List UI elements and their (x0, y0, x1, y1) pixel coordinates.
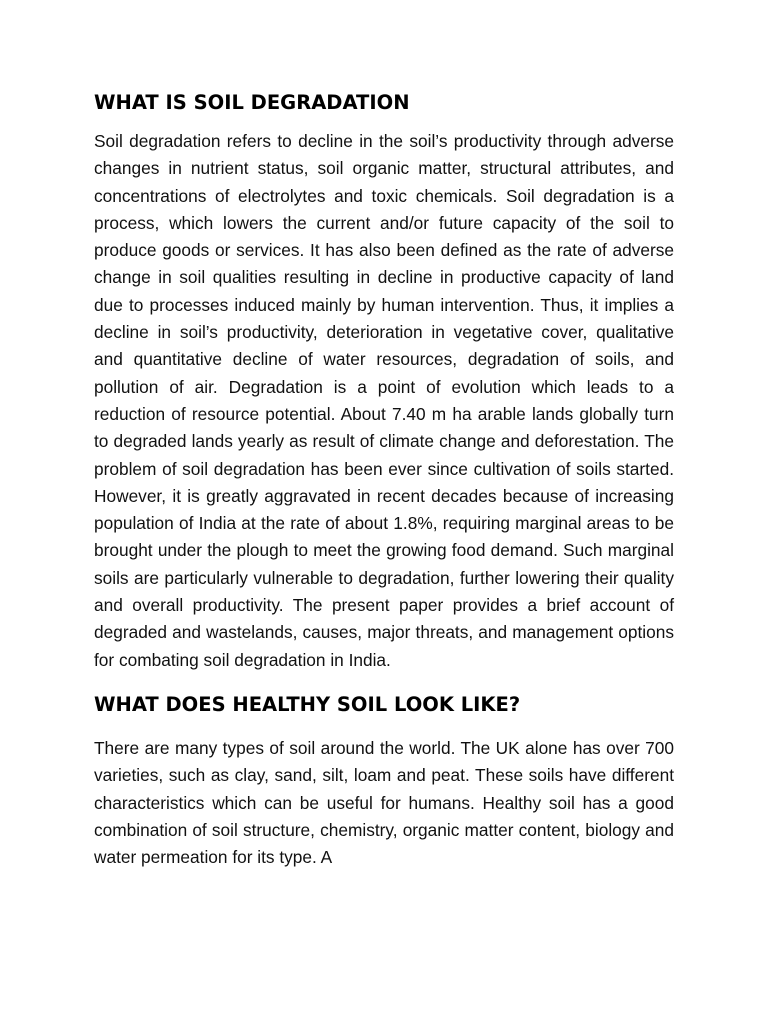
section-paragraph-soil-degradation: Soil degradation refers to decline in the soil’s productivity through adverse changes in nutrient status, soil organic matter, structural attributes, and concentrations of electrolytes and toxic chemicals. Soil degradation is a process, which lowers the current and/or future capacity of the soil to produce goods or services. It has also been defined as the rate of adverse change in soil qualities resulting in decline in productive capacity of land due to processes induced mainly by human intervention. Thus, it implies a decline in soil’s productivity, deterioration in vegetative cover, qualitative and quantitative decline of water resources, degradation of soils, and pollution of air. Degradation is a point of evolution which leads to a reduction of resource potential. About 7.40 m ha arable lands globally turn to degraded lands yearly as result of climate change and deforestation. The problem of soil degradation has been ever since cultivation of soils started. However, it is greatly aggravated in recent decades because of increasing population of India at the rate of about 1.8%, requiring marginal areas to be brought under the plough to meet the growing food demand. Such marginal soils are particularly vulnerable to degradation, further lowering their quality and overall productivity. The present paper provides a brief account of degraded and wastelands, causes, major threats, and management options for combating soil degradation in India. (94, 131, 674, 670)
section-heading-healthy-soil: WHAT DOES HEALTHY SOIL LOOK LIKE? (94, 692, 521, 716)
section-paragraph-healthy-soil: There are many types of soil around the world. The UK alone has over 700 varieties, such as clay, sand, silt, loam and peat. These soils have different characteristics which can be useful for humans. Healthy soil has a good combination of soil structure, chemistry, organic matter content, biology and water permeation for its type. A (94, 737, 674, 868)
section-heading-soil-degradation: WHAT IS SOIL DEGRADATION (94, 91, 410, 114)
